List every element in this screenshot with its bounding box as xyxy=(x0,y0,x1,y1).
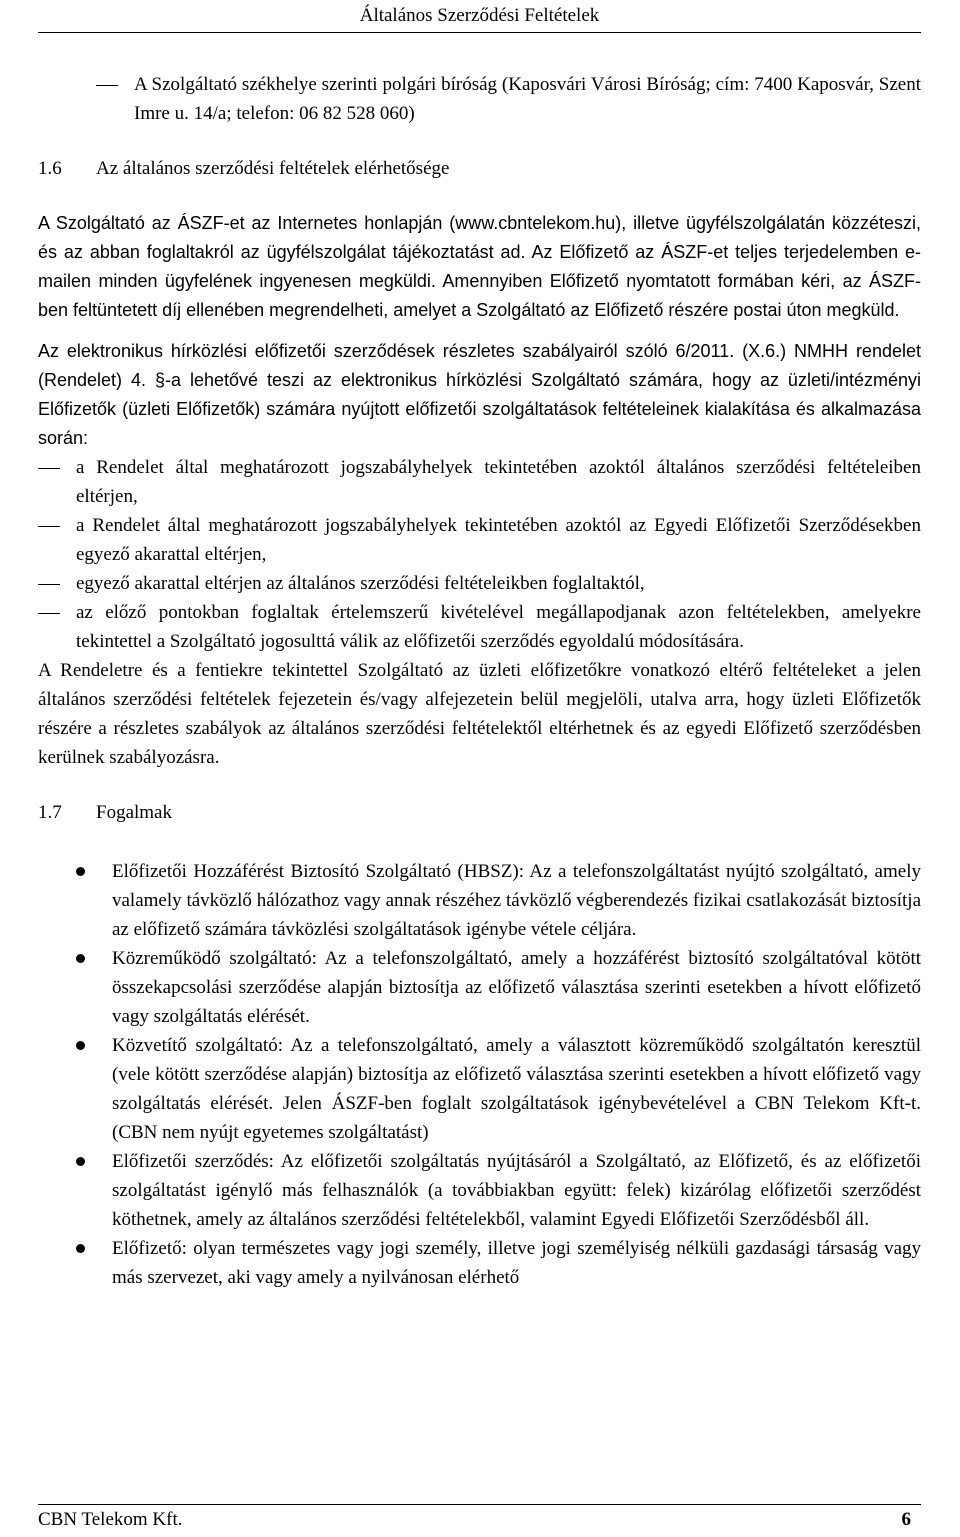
dash-icon xyxy=(38,598,60,627)
list-item-text: a Rendelet által meghatározott jogszabályhelyek tekintetében azoktól az Egyedi Előfizetői Szerződésekben egyező akarattal eltérjen, xyxy=(76,515,921,565)
list-item xyxy=(38,453,921,511)
dash-icon xyxy=(38,511,60,540)
section-title: Fogalmak xyxy=(96,802,172,823)
bullet-icon xyxy=(76,1157,85,1166)
bullet-text: Előfizető: olyan természetes vagy jogi személy, illetve jogi személyiség nélküli gazdasági társaság vagy más szervezet, aki vagy amely a nyilvánosan elérhető xyxy=(112,1238,921,1288)
bullet-item xyxy=(38,1031,921,1147)
section-title: Az általános szerződési feltételek elérhetősége xyxy=(96,158,450,179)
page-footer xyxy=(38,1504,921,1535)
bullet-icon xyxy=(76,954,85,963)
bullet-icon xyxy=(76,867,85,876)
bullet-item xyxy=(38,1234,921,1292)
list-item-text: A Szolgáltató székhelye szerinti polgári bíróság (Kaposvári Városi Bíróság; cím: 7400 Kaposvár, Szent Imre u. 14/a; telefon: 06 82 528 060) xyxy=(134,74,921,124)
dash-icon xyxy=(38,453,60,482)
list-item-text: a Rendelet által meghatározott jogszabályhelyek tekintetében azoktól általános szerződési feltételeiben eltérjen, xyxy=(76,457,921,507)
list-item xyxy=(38,70,921,128)
bullet-item xyxy=(38,944,921,1031)
list-item-text: egyező akarattal eltérjen az általános szerződési feltételeikben foglaltaktól, xyxy=(76,573,645,594)
list-item xyxy=(38,511,921,569)
paragraph: A Rendeletre és a fentiekre tekintettel Szolgáltató az üzleti előfizetőkre vonatkozó eltérő feltételeket a jelen általános szerződési feltételek fejezetein és/vagy alfejezetein belül megjelöli, utalva arra, hogy üzleti Előfizetők részére a részletes szabályok az általános szerződési feltételektől eltérhetnek és az egyedi Előfizető szerződésben kerülnek szabályozásra. xyxy=(38,660,921,768)
bullet-text: Előfizetői Hozzáférést Biztosító Szolgáltató (HBSZ): Az a telefonszolgáltatást nyújtó szolgáltató, amely valamely távközlő hálózathoz vagy annak részéhez távközlő végberendezés fizikai csatlakozását biztosítja az előfizető számára távközlési szolgáltatások igénybe vétele céljára. xyxy=(112,861,921,940)
section-heading xyxy=(38,798,921,827)
bullet-text: Közvetítő szolgáltató: Az a telefonszolgáltató, amely a választott közreműködő szolgáltatón keresztül (vele kötött szerződése alapján) biztosítja az előfizető választása szerinti esetekben a hívott előfizető vagy szolgáltatás elérését. Jelen ÁSZF-ben foglalt szolgáltatások igénybevételével a CBN Telekom Kft-t. (CBN nem nyújt egyetemes szolgáltatást) xyxy=(112,1035,921,1143)
list-item xyxy=(38,598,921,656)
dash-icon xyxy=(38,569,60,598)
bullet-text: Előfizetői szerződés: Az előfizetői szolgáltatás nyújtásáról a Szolgáltató, az Előfizető, és az előfizetői szolgáltatást igénylő más felhasználók (a továbbiakban együtt: felek) kizárólag előfizetői szerződést köthetnek, amely az általános szerződési feltételekből, valamint Egyedi Előfizetői Szerződésből áll. xyxy=(112,1151,921,1230)
section-number: 1.7 xyxy=(38,802,62,823)
document-body xyxy=(38,70,921,1292)
paragraph: Az elektronikus hírközlési előfizetői szerződések részletes szabályairól szóló 6/2011. (X.6.) NMHH rendelet (Rendelet) 4. §-a lehetővé teszi az elektronikus hírközlési Szolgáltató számára, hogy az üzleti/intézményi Előfizetők (üzleti Előfizetők) számára nyújtott előfizetői szolgáltatások feltételeinek kialakítása és alkalmazása során: xyxy=(38,341,921,448)
bullet-icon xyxy=(76,1244,85,1253)
bullet-text: Közreműködő szolgáltató: Az a telefonszolgáltató, amely a hozzáférést biztosító szolgáltatóval kötött összekapcsolási szerződése alapján biztosítja az előfizető választása szerinti esetekben a hívott előfizető vagy szolgáltatás elérését. xyxy=(112,948,921,1027)
list-item xyxy=(38,569,921,598)
section-number: 1.6 xyxy=(38,158,62,179)
list-item-text: az előző pontokban foglaltak értelemszerű kivételével megállapodjanak azon feltételekben, amelyekre tekintettel a Szolgáltató jogosulttá válik az előfizetői szerződés egyoldalú módosítására. xyxy=(76,602,921,652)
section-heading xyxy=(38,154,921,183)
footer-company: CBN Telekom Kft. xyxy=(38,1509,183,1530)
page-header xyxy=(38,0,921,33)
bullet-item xyxy=(38,857,921,944)
bullet-item xyxy=(38,1147,921,1234)
dash-icon xyxy=(96,70,118,99)
header-title: Általános Szerződési Feltételek xyxy=(359,5,600,26)
bullet-icon xyxy=(76,1041,85,1050)
page-number: 6 xyxy=(901,1509,911,1530)
paragraph: A Szolgáltató az ÁSZF-et az Internetes honlapján (www.cbntelekom.hu), illetve ügyfélszolgálatán közzéteszi, és az abban foglaltakról az ügyfélszolgálat tájékoztatást ad. Az Előfizető az ÁSZF-et teljes terjedelemben e-mailen minden ügyfelének ingyenesen megküldi. Amennyiben Előfizető nyomtatott formában kéri, az ÁSZF-ben feltüntetett díj ellenében megrendelheti, amelyet a Szolgáltató az Előfizető részére postai úton megküld. xyxy=(38,213,921,320)
